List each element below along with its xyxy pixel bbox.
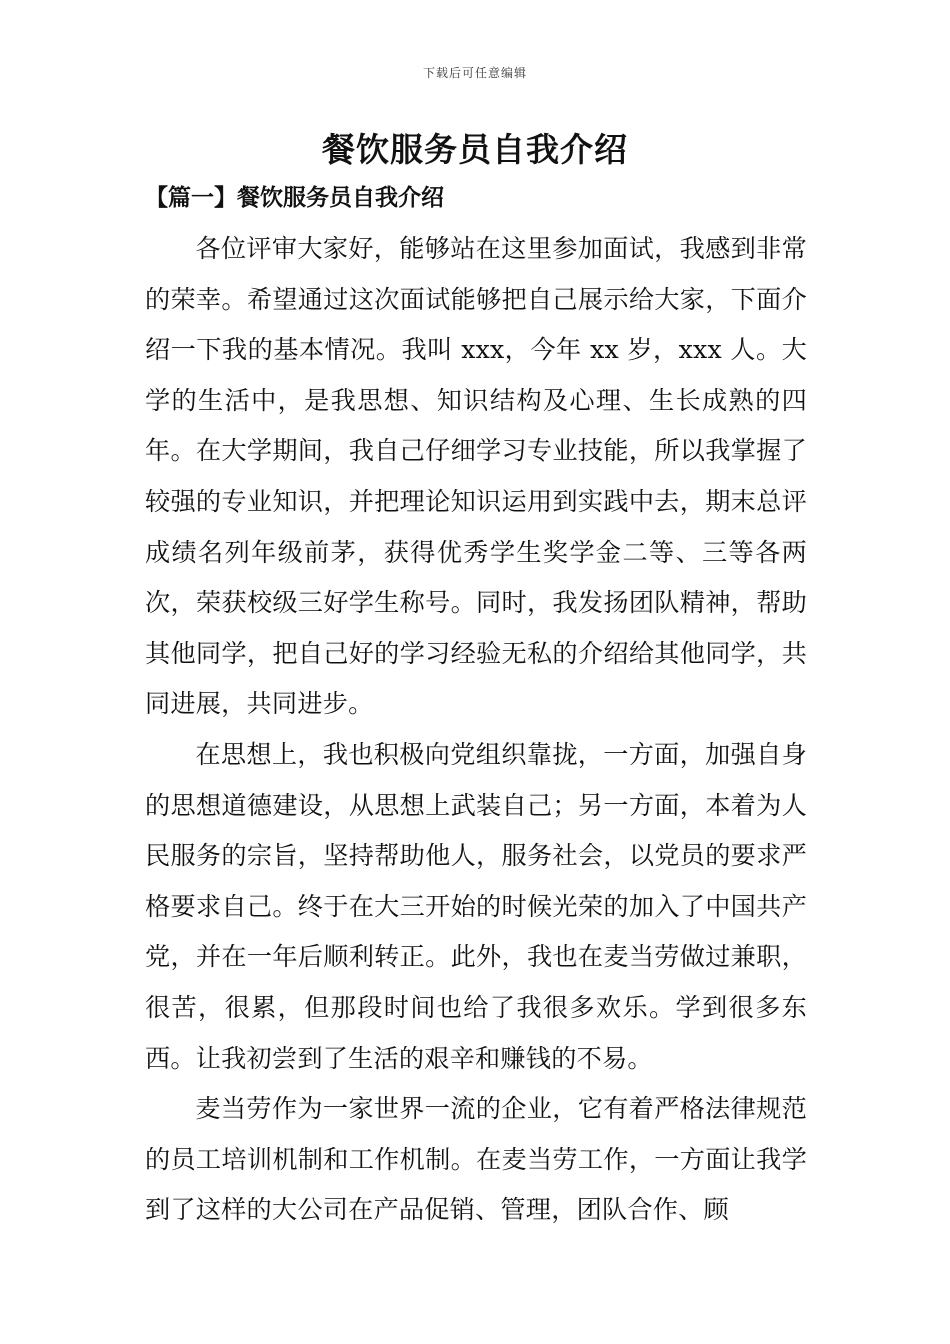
- paragraph-1: 各位评审大家好，能够站在这里参加面试，我感到非常的荣幸。希望通过这次面试能够把自己展示给大家，下面介绍一下我的基本情况。我叫 xxx，今年 xx 岁，xxx 人。大学的生活中，是我思想、知识结构及心理、生长成熟的四年。在大学期间，我自己仔细学习专业技能，所以我掌握了较强的专业知识，并把理论知识运用到实践中去，期末总评成绩名列年级前茅，获得优秀学生奖学金二等、三等各两次，荣获校级三好学生称号。同时，我发扬团队精神，帮助其他同学，把自己好的学习经验无私的介绍给其他同学，共同进展，共同进步。: [145, 234, 807, 719]
- page-header-note: 下载后可任意编辑: [422, 66, 527, 80]
- document-body: [145, 224, 807, 1236]
- paragraph-3: 麦当劳作为一家世界一流的企业，它有着严格法律规范的员工培训机制和工作机制。在麦当劳工作，一方面让我学到了这样的大公司在产品促销、管理，团队合作、顾: [145, 1094, 807, 1225]
- section-heading: 【篇一】餐饮服务员自我介绍: [145, 184, 444, 211]
- document-title: 餐饮服务员自我介绍: [322, 130, 628, 169]
- paragraph-2: 在思想上，我也积极向党组织靠拢，一方面，加强自身的思想道德建设，从思想上武装自己；另一方面，本着为人民服务的宗旨，坚持帮助他人，服务社会，以党员的要求严格要求自己。终于在大三开始的时候光荣的加入了中国共产党，并在一年后顺利转正。此外，我也在麦当劳做过兼职，很苦，很累，但那段时间也给了我很多欢乐。学到很多东西。让我初尝到了生活的艰辛和赚钱的不易。: [145, 739, 807, 1073]
